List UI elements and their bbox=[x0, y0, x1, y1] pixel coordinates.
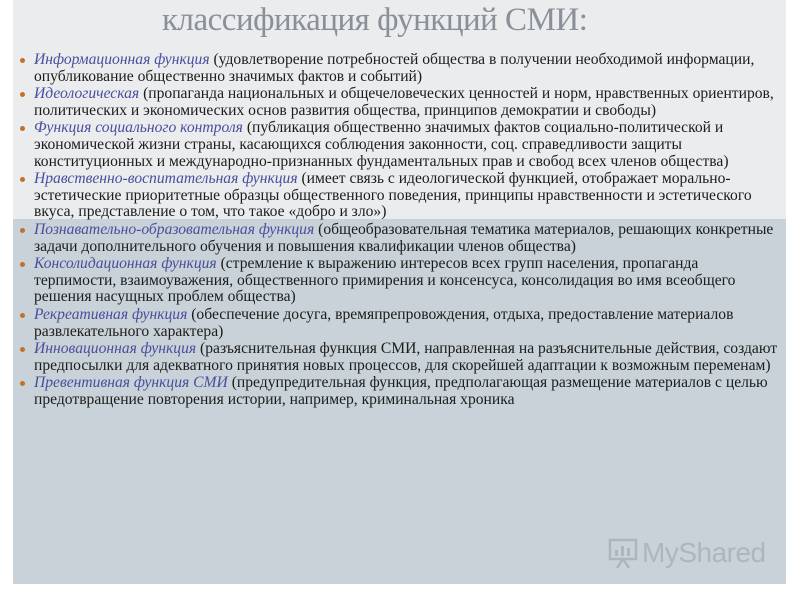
bullet-icon bbox=[20, 177, 25, 182]
item-description: (пропаганда национальных и общечеловеческих ценностей и норм, нравственных ориентиров, политических и экономических основ развития общества, принципов демократии и свободы) bbox=[34, 85, 774, 119]
bullet-icon bbox=[20, 347, 25, 352]
list-item bbox=[20, 341, 780, 374]
item-description: (общеобразовательная тематика материалов, решающих конкретные задачи дополнительного обучения и повышения квалификации членов общества) bbox=[34, 220, 774, 255]
list-item bbox=[20, 120, 780, 170]
item-term: Превентивная функция СМИ bbox=[34, 374, 228, 392]
item-term: Рекреативная функция bbox=[34, 305, 188, 323]
item-description: (разъяснительная функция СМИ, направленная на разъяснительные действия, создают предпосылки для адекватного принятия новых процессов, для скорейшей адаптации к возможным переменам) bbox=[34, 340, 778, 374]
item-description: (имеет связь с идеологической функцией, отображает морально-эстетические приоритетные образцы общественного поведения, принципы нравственности и эстетического вкуса, представление о том, что такое «добро и зло») bbox=[34, 170, 752, 221]
item-term: Инновационная функция bbox=[34, 340, 197, 358]
bullet-icon bbox=[20, 313, 25, 318]
bullet-icon bbox=[20, 228, 25, 233]
item-term: Нравственно-воспитательная функция bbox=[34, 170, 298, 188]
item-description: (обеспечение досуга, времяпрепровождения, отдыха, предоставление материалов развлекательного характера) bbox=[34, 305, 734, 340]
bullet-icon bbox=[20, 92, 25, 97]
bullet-icon bbox=[20, 126, 25, 131]
list-item bbox=[20, 375, 780, 408]
item-description: (предупредительная функция, предполагающая размещение материалов с целью предотвращение повторения истории, например, криминальная хроника bbox=[34, 374, 768, 408]
item-term: Познавательно-образовательная функция bbox=[34, 220, 315, 238]
list-item bbox=[20, 222, 780, 255]
list-item bbox=[20, 86, 780, 119]
watermark-text: MyShared bbox=[642, 537, 766, 568]
bullet-icon bbox=[20, 262, 25, 267]
list-item bbox=[20, 52, 780, 85]
item-term: Функция социального контроля bbox=[34, 119, 243, 137]
watermark bbox=[608, 533, 768, 573]
function-list bbox=[20, 52, 780, 409]
slide-title: классификация функций СМИ: bbox=[162, 2, 588, 38]
item-term: Идеологическая bbox=[34, 85, 140, 103]
item-term: Консолидационная функция bbox=[34, 255, 217, 273]
item-term: Информационная функция bbox=[34, 51, 210, 68]
bullet-icon bbox=[20, 58, 25, 63]
list-item bbox=[20, 171, 780, 221]
list-item bbox=[20, 307, 780, 340]
bullet-icon bbox=[20, 381, 25, 386]
item-description: (стремление к выражению интересов всех групп населения, пропаганда терпимости, взаимоуважения, общественного примирения и консенсуса, консолидация во имя всеобщего решения насущных проблем общества) bbox=[34, 255, 736, 306]
item-description: (удовлетворение потребностей общества в получении необходимой информации, опубликование общественно значимых фактов и событий) bbox=[34, 51, 755, 85]
item-description: (публикация общественно значимых фактов социально-политической и экономической жизни страны, касающихся соблюдения законности, соц. справедливости защиты конституционных и международно-признанных фундаментальных прав и свобод всех членов общества) bbox=[34, 119, 729, 170]
presentation-board-icon bbox=[608, 537, 638, 569]
list-item bbox=[20, 256, 780, 306]
